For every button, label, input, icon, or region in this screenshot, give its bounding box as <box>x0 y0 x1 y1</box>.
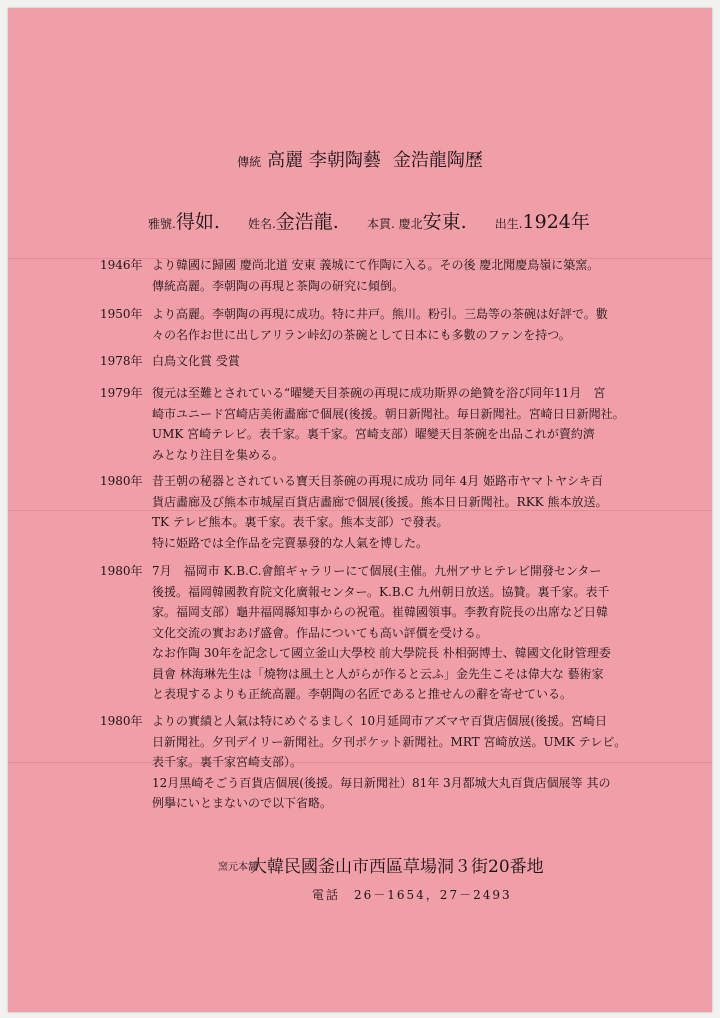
name-value: 金浩龍. <box>275 211 339 233</box>
entry-line: 後援。福岡韓國教育院文化廣報センター。K.B.C 九州朝日放送。協贊。裏千家。表千 <box>152 584 610 599</box>
entry-line: より高麗。李朝陶の再現に成功。特に井戸。熊川。粉引。三島等の茶碗は好評で。數 <box>152 307 608 321</box>
entry-line: 員會 林海琳先生は「燒物は風土と人がらが作ると云ふ」金先生こそは偉大な 藝術家 <box>152 666 604 681</box>
entry-line: 特に姫路では全作品を完賣暴發的な人氣を博した。 <box>152 535 429 550</box>
entry-line: 崎市ユニード宮崎店美術畵廊で個展(後援。朝日新聞社。毎日新聞社。宮崎日日新聞社。 <box>152 406 625 421</box>
entry-year: 1950年 <box>100 307 143 321</box>
entry-line: 傳統高麗。李朝陶の再現と茶陶の研究に傾倒。 <box>152 278 405 293</box>
history-entry-1980-b <box>100 561 670 705</box>
document-title <box>0 146 720 172</box>
entry-line: と表現するよりも正統高麗。李朝陶の名匠であると推せんの辭を寄せている。 <box>152 687 573 701</box>
entry-line: なお作陶 30年を記念して國立釜山大學校 前大學院長 朴相弼博士、韓國文化財管理委 <box>152 646 611 660</box>
entry-year: 1946年 <box>100 258 143 272</box>
workshop-address <box>218 852 544 877</box>
pen-name-label: 雅號. <box>148 217 176 231</box>
birth-label: 出生. <box>494 217 523 231</box>
entry-line: 7月 福岡市 K.B.C.會館ギャラリーにて個展(主催。九州アサヒテレビ開發センター <box>152 564 602 578</box>
history-entry-1979 <box>100 383 670 465</box>
entry-line: みとなり注目を集める。 <box>152 447 285 462</box>
history-entry-1950 <box>100 304 670 345</box>
entry-year: 1979年 <box>100 386 143 400</box>
entry-line: 表千家。裏千家宮崎支部）。 <box>152 755 303 769</box>
title-name: 金浩龍陶歷 <box>392 150 483 171</box>
origin-value: 安東. <box>422 211 467 233</box>
entry-line: TK テレビ熊本。裏千家。表千家。熊本支部）で發表。 <box>152 515 449 529</box>
entry-line: 文化交流の實おあげ盛會。作品についても高い評價を受ける。 <box>152 625 488 640</box>
title-prefix: 傳統 <box>237 155 262 169</box>
entry-line: 例擧にいとまないので以下省略。 <box>152 796 333 810</box>
entry-year: 1978年 <box>100 354 143 368</box>
entry-line: より韓國に歸國 慶尚北道 安東 義城にて作陶に入る。その後 慶北聞慶鳥嶺に築窯。 <box>152 258 600 272</box>
entry-line: 家。福岡支部）龜井福岡縣知事からの祝電。崔韓國領事。李教育院長の出席など日韓 <box>152 605 609 619</box>
entry-year: 1980年 <box>100 564 143 578</box>
pen-name-value: 得如. <box>175 211 220 233</box>
entry-line: 貨店畵廊及び熊本市城屋百貨店畵廊で個展(後援。熊本日日新聞社。RKK 熊本放送。 <box>152 494 608 509</box>
profile-line <box>148 207 668 234</box>
history-entry-1946 <box>100 255 670 296</box>
entry-line: 々の名作お世に出しアリラン峠幻の茶碗として日本にも多數のファンを持つ。 <box>152 327 571 342</box>
entry-line: よりの實績と人氣は特にめぐるましく 10月延岡市アズマヤ百貨店個展(後援。宮崎日 <box>152 714 608 728</box>
entry-line: 日新聞社。夕刊デイリー新聞社。夕刊ポケット新聞社。MRT 宮崎放送。UMK テレビ。 <box>152 734 627 749</box>
address-label: 窯元本舗 <box>218 862 258 873</box>
title-main: 高麗 李朝陶藝 <box>267 150 381 171</box>
history-entry-1978 <box>100 351 670 372</box>
history-entry-1980-c <box>100 711 670 814</box>
address-value: 大韓民國釜山市西區草場洞３街20番地 <box>250 857 544 877</box>
entry-line: 復元は至難とされている“曜變天目茶碗の再現に成功斯界の絶贊を浴び同年11月 宮 <box>152 386 606 400</box>
entry-year: 1980年 <box>100 714 143 728</box>
entry-line: 白鳥文化賞 受賞 <box>152 354 240 368</box>
history-entry-1980-a <box>100 471 670 553</box>
birth-value: 1924年 <box>522 211 590 233</box>
entry-year: 1980年 <box>100 474 143 488</box>
origin-label: 本貫. 慶北 <box>366 217 423 231</box>
phone-numbers: 電話 26－1654，27－2493 <box>312 888 512 902</box>
entry-line: UMK 宮崎テレビ。表千家。裏千家。宮崎支部）曜變天目茶碗を出品これが賣約濟 <box>152 427 595 441</box>
entry-line: 昔王朝の秘器とされている寶天目茶碗の再現に成功 同年 4月 姫路市ヤマトヤシキ百 <box>152 474 603 488</box>
entry-line: 12月黒崎そごう百貨店個展(後援。毎日新聞社）81年 3月都城大丸百貨店個展等 其の <box>152 775 611 790</box>
name-label: 姓名. <box>247 217 276 231</box>
